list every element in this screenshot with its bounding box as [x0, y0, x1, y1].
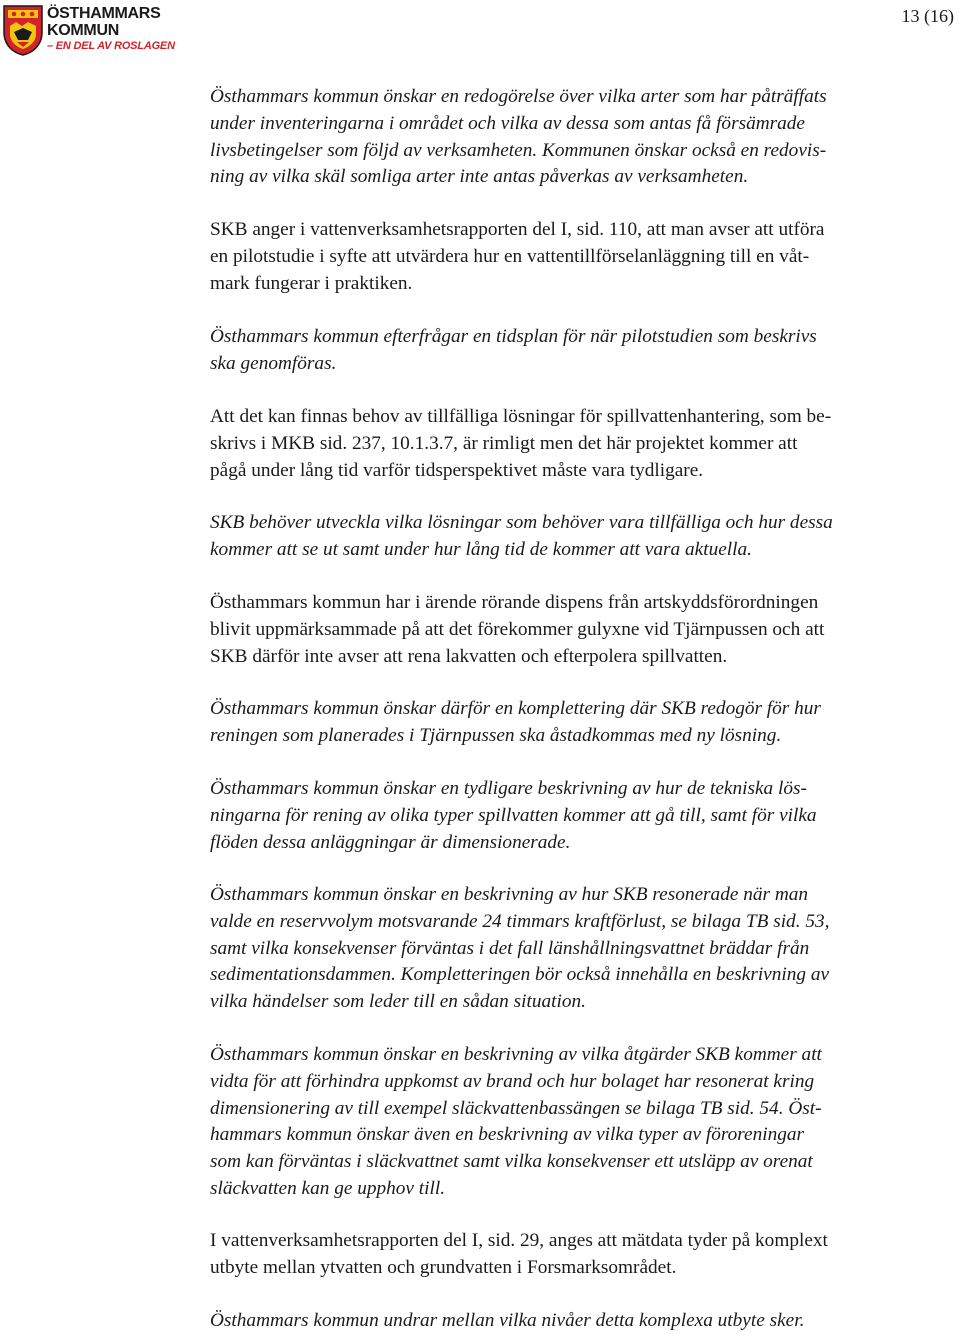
- text-line: pågå under lång tid varför tidsperspektivet måste vara tydligare.: [210, 459, 704, 481]
- text-line: skrivs i MKB sid. 237, 10.1.3.7, är rimligt men det här projektet kommer att: [210, 432, 798, 454]
- text-line: en pilotstudie i syfte att utvärdera hur en vattentillförselanläggning till en våt-: [210, 245, 810, 267]
- text-line: valde en reservvolym motsvarande 24 timmars kraftförlust, se bilaga TB sid. 53,: [210, 910, 830, 932]
- text-line: kommer att se ut samt under hur lång tid de kommer att vara aktuella.: [210, 538, 752, 560]
- text-line: reningen som planerades i Tjärnpussen ska åstadkommas med ny lösning.: [210, 724, 782, 746]
- paragraph-7: [210, 696, 821, 750]
- text-line: Östhammars kommun efterfrågar en tidsplan för när pilotstudien som beskrivs: [210, 326, 817, 347]
- paragraph-5: [210, 510, 833, 564]
- paragraph-6: [210, 590, 824, 670]
- text-line: Östhammars kommun har i ärende rörande dispens från artskyddsförordningen: [210, 592, 819, 613]
- text-line: Östhammars kommun önskar en tydligare beskrivning av hur de tekniska lös-: [210, 778, 807, 799]
- paragraph-11: [210, 1228, 828, 1282]
- text-line: SKB anger i vattenverksamhetsrapporten del I, sid. 110, att man avser att utföra: [210, 219, 825, 240]
- text-line: ska genomföras.: [210, 352, 337, 374]
- paragraph-1: [210, 84, 827, 191]
- text-line: SKB därför inte avser att rena lakvatten och efterpolera spillvatten.: [210, 645, 728, 667]
- text-line: Östhammars kommun undrar mellan vilka nivåer detta komplexa utbyte sker.: [210, 1310, 805, 1331]
- text-line: ningarna för rening av olika typer spillvatten kommer att gå till, samt för vilka: [210, 804, 817, 826]
- text-line: livsbetingelser som följd av verksamheten. Kommunen önskar också en redovis-: [210, 139, 827, 161]
- text-line: sedimentationsdammen. Kompletteringen bör också innehålla en beskrivning av: [210, 964, 830, 986]
- text-line: Östhammars kommun önskar en beskrivning av hur SKB resonerade när man: [210, 884, 809, 905]
- text-line: flöden dessa anläggningar är dimensionerade.: [210, 831, 571, 853]
- page-number: 13 (16): [901, 6, 954, 26]
- text-line: I vattenverksamhetsrapporten del I, sid. 29, anges att mätdata tyder på komplext: [210, 1230, 828, 1251]
- paragraph-12: [210, 1308, 804, 1335]
- text-line: släckvatten kan ge upphov till.: [210, 1177, 446, 1199]
- paragraph-2: [210, 217, 825, 297]
- coat-of-arms-icon: [2, 4, 44, 56]
- paragraph-10: [210, 1042, 822, 1203]
- text-line: utbyte mellan ytvatten och grundvatten i Forsmarksområdet.: [210, 1256, 677, 1278]
- text-line: Att det kan finnas behov av tillfälliga lösningar för spillvattenhantering, som be-: [210, 406, 832, 427]
- logo-text-tagline: – EN DEL AV ROSLAGEN: [47, 40, 175, 52]
- text-line: ning av vilka skäl somliga arter inte antas påverkas av verksamheten.: [210, 166, 749, 188]
- text-line: hammars kommun önskar även en beskrivning av vilka typer av föroreningar: [210, 1124, 805, 1146]
- paragraph-9: [210, 882, 829, 1016]
- paragraph-4: [210, 404, 831, 484]
- text-line: vilka händelser som leder till en sådan situation.: [210, 991, 586, 1013]
- text-line: vidta för att förhindra uppkomst av brand och hur bolaget har resonerat kring: [210, 1070, 815, 1092]
- text-line: dimensionering av till exempel släckvattenbassängen se bilaga TB sid. 54. Öst-: [210, 1097, 822, 1119]
- paragraph-8: [210, 776, 817, 856]
- osthammars-kommun-logo: [2, 4, 175, 56]
- text-line: blivit uppmärksammade på att det förekommer gulyxne vid Tjärnpussen och att: [210, 618, 825, 640]
- logo-text-kommun: KOMMUN: [47, 22, 119, 39]
- text-line: som kan förväntas i släckvattnet samt vilka konsekvenser ett utsläpp av orenat: [210, 1151, 813, 1173]
- text-line: samt vilka konsekvenser förväntas i det fall länshållningsvattnet bräddar från: [210, 937, 810, 959]
- text-line: mark fungerar i praktiken.: [210, 272, 413, 294]
- page-header: [0, 0, 960, 60]
- text-line: under inventeringarna i området och vilka av dessa som antas få försämrade: [210, 112, 805, 134]
- paragraph-3: [210, 324, 817, 378]
- text-line: Östhammars kommun önskar en beskrivning av vilka åtgärder SKB kommer att: [210, 1044, 822, 1065]
- text-line: SKB behöver utveckla vilka lösningar som behöver vara tillfälliga och hur dessa: [210, 512, 833, 533]
- text-line: Östhammars kommun önskar därför en komplettering där SKB redogör för hur: [210, 698, 821, 719]
- text-line: Östhammars kommun önskar en redogörelse över vilka arter som har påträffats: [210, 86, 827, 107]
- logo-text-osthammars: ÖSTHAMMARS: [47, 5, 161, 22]
